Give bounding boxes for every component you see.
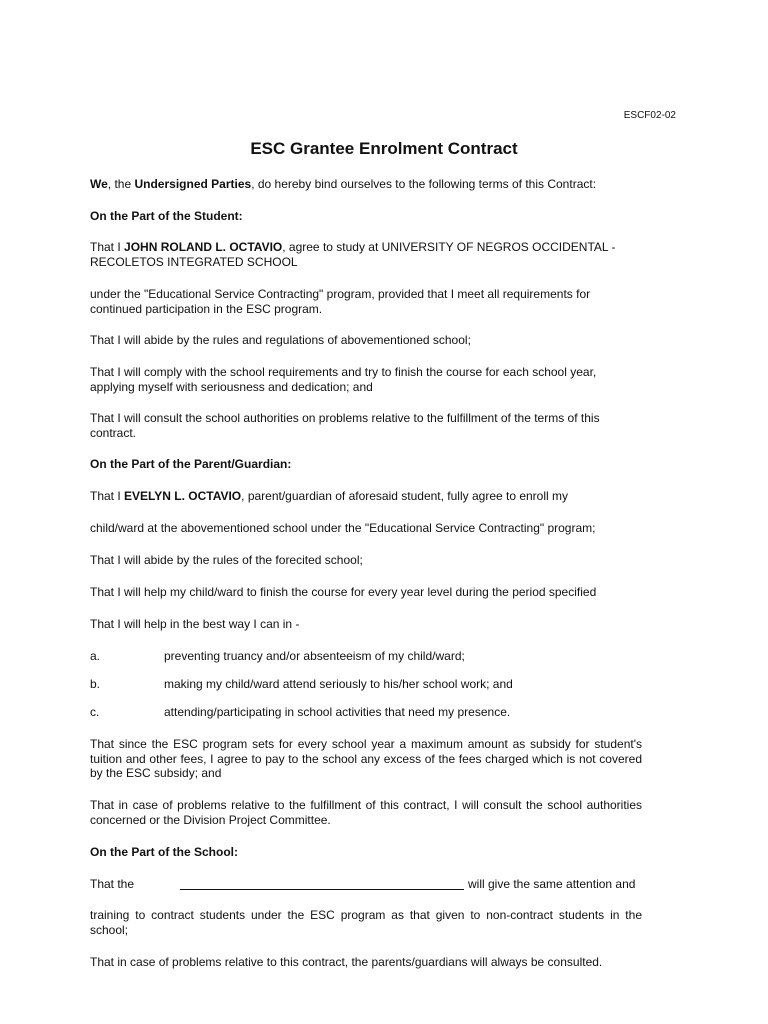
list-item-text: attending/participating in school activities that need my presence. <box>164 705 511 719</box>
school-paragraph-3: That in case of problems relative to this contract, the parents/guardians will always be consulted. <box>90 955 603 969</box>
list-item-text: preventing truancy and/or absenteeism of my child/ward; <box>164 649 465 663</box>
form-code: ESCF02-02 <box>623 110 676 121</box>
parent-paragraph-2: child/ward at the abovementioned school under the "Educational Service Contracting" program; <box>90 521 596 535</box>
parent-section-heading: On the Part of the Parent/Guardian: <box>90 457 292 471</box>
student-paragraph-2: under the "Educational Service Contracting" program, provided that I meet all requirements for continued participation in the ESC program. <box>90 287 591 316</box>
parent-paragraph-6: That since the ESC program sets for every school year a maximum amount as subsidy for student's tuition and other fees, I agree to pay to the school any excess of the fees charged which is not covered by the ESC subsidy; and <box>90 737 642 780</box>
list-item-label: b. <box>90 677 101 691</box>
intro-we: We <box>90 177 108 191</box>
document-title: ESC Grantee Enrolment Contract <box>250 139 518 158</box>
intro-text-a: , the <box>107 177 135 191</box>
school-p1-tail: will give the same attention and <box>468 877 636 891</box>
student-name: JOHN ROLAND L. OCTAVIO <box>124 240 283 254</box>
parent-paragraph-3: That I will abide by the rules of the forecited school; <box>90 553 363 567</box>
list-item-label: a. <box>90 649 101 663</box>
student-paragraph-1 <box>90 240 642 269</box>
parent-paragraph-4: That I will help my child/ward to finish the course for every year level during the period specified <box>90 585 597 599</box>
list-item-label: c. <box>90 705 100 719</box>
student-section-heading: On the Part of the Student: <box>90 209 243 223</box>
school-section-heading: On the Part of the School: <box>90 845 239 859</box>
student-p1-rest: , agree to study at UNIVERSITY OF NEGROS OCCIDENTAL -RECOLETOS INTEGRATED SCHOOL <box>90 240 616 269</box>
parent-paragraph-7: That in case of problems relative to the fulfillment of this contract, I will consult the school authorities concerned or the Division Project Committee. <box>90 798 642 827</box>
school-paragraph-1 <box>90 877 642 893</box>
school-name-blank-line[interactable] <box>180 877 464 890</box>
list-item-text: making my child/ward attend seriously to his/her school work; and <box>164 677 513 691</box>
student-paragraph-3: That I will abide by the rules and regulations of abovementioned school; <box>90 333 471 347</box>
parent-p1-rest: , parent/guardian of aforesaid student, fully agree to enroll my <box>241 489 569 503</box>
parent-p1-lead: That I <box>90 489 125 503</box>
intro-text-b: , do hereby bind ourselves to the following terms of this Contract: <box>251 177 597 191</box>
student-paragraph-4: That I will comply with the school requirements and try to finish the course for each school year, applying myself with seriousness and dedication; and <box>90 365 597 394</box>
school-p1-lead: That the <box>90 877 135 891</box>
intro-undersigned: Undersigned Parties <box>134 177 252 191</box>
student-p1-lead: That I <box>90 240 125 254</box>
parent-paragraph-1 <box>90 489 642 504</box>
parent-name: EVELYN L. OCTAVIO <box>124 489 242 503</box>
school-paragraph-2: training to contract students under the ESC program as that given to non-contract students in the school; <box>90 908 642 937</box>
intro-paragraph <box>90 177 642 192</box>
student-paragraph-5: That I will consult the school authorities on problems relative to the fulfillment of the terms of this contract. <box>90 411 600 440</box>
parent-paragraph-5: That I will help in the best way I can in - <box>90 617 300 631</box>
